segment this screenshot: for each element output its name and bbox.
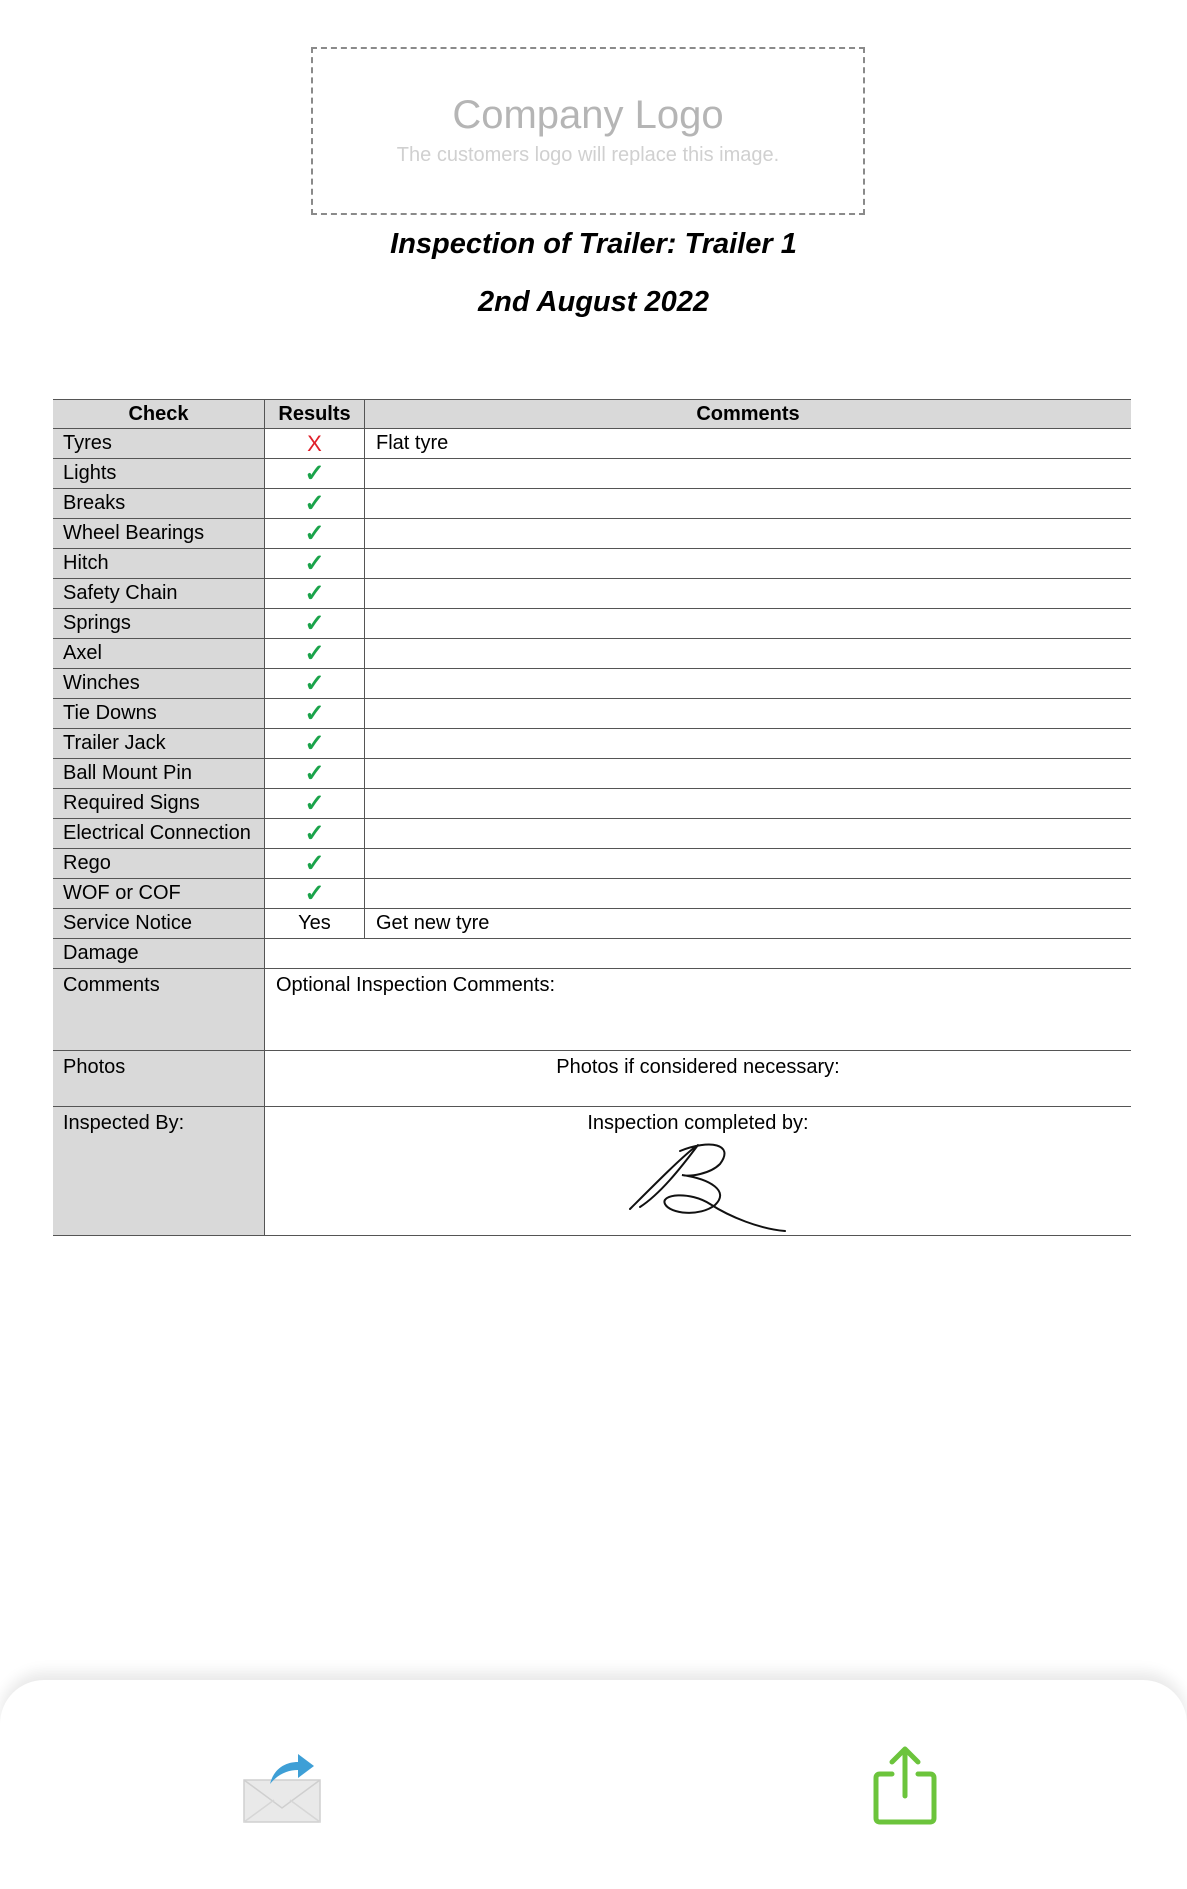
result-mark: Yes bbox=[265, 909, 365, 939]
table-header bbox=[53, 400, 1131, 429]
table-row bbox=[53, 519, 1131, 549]
signature-image bbox=[620, 1139, 790, 1234]
result-mark: ✓ bbox=[265, 819, 365, 849]
header-results: Results bbox=[265, 400, 365, 429]
table-row bbox=[53, 879, 1131, 909]
comment-cell bbox=[365, 789, 1132, 819]
comment-cell: Get new tyre bbox=[365, 909, 1132, 939]
damage-value bbox=[265, 939, 1132, 969]
table-row bbox=[53, 759, 1131, 789]
comment-cell bbox=[365, 549, 1132, 579]
table-row bbox=[53, 609, 1131, 639]
comments-row bbox=[53, 969, 1131, 1051]
table-row bbox=[53, 789, 1131, 819]
comment-cell bbox=[365, 609, 1132, 639]
table-row bbox=[53, 579, 1131, 609]
table-row bbox=[53, 909, 1131, 939]
report-date: 2nd August 2022 bbox=[478, 286, 709, 318]
result-mark: ✓ bbox=[265, 729, 365, 759]
photos-row bbox=[53, 1051, 1131, 1107]
inspected-cell bbox=[265, 1107, 1132, 1236]
comment-cell bbox=[365, 759, 1132, 789]
logo-title: Company Logo bbox=[452, 93, 724, 137]
check-label: Winches bbox=[53, 669, 265, 699]
share-icon[interactable] bbox=[870, 1744, 940, 1826]
check-label: Trailer Jack bbox=[53, 729, 265, 759]
result-mark: X bbox=[265, 429, 365, 459]
result-mark: ✓ bbox=[265, 459, 365, 489]
comment-cell bbox=[365, 639, 1132, 669]
comment-cell bbox=[365, 519, 1132, 549]
check-label: Ball Mount Pin bbox=[53, 759, 265, 789]
damage-row bbox=[53, 939, 1131, 969]
check-label: Hitch bbox=[53, 549, 265, 579]
check-label: Lights bbox=[53, 459, 265, 489]
check-label: Tyres bbox=[53, 429, 265, 459]
comment-cell bbox=[365, 819, 1132, 849]
comment-cell bbox=[365, 699, 1132, 729]
result-mark: ✓ bbox=[265, 759, 365, 789]
bottom-toolbar bbox=[0, 1680, 1187, 1889]
comment-cell bbox=[365, 489, 1132, 519]
inspected-row bbox=[53, 1107, 1131, 1236]
comments-label: Comments bbox=[53, 969, 265, 1051]
comment-cell bbox=[365, 459, 1132, 489]
comment-cell bbox=[365, 669, 1132, 699]
table-row bbox=[53, 699, 1131, 729]
result-mark: ✓ bbox=[265, 879, 365, 909]
check-label: Service Notice bbox=[53, 909, 265, 939]
table-row bbox=[53, 819, 1131, 849]
comment-cell bbox=[365, 849, 1132, 879]
inspection-table bbox=[53, 399, 1131, 1236]
header-check: Check bbox=[53, 400, 265, 429]
photos-label: Photos bbox=[53, 1051, 265, 1107]
result-mark: ✓ bbox=[265, 609, 365, 639]
mail-forward-icon[interactable] bbox=[240, 1750, 324, 1826]
result-mark: ✓ bbox=[265, 669, 365, 699]
report-title: Inspection of Trailer: Trailer 1 bbox=[390, 228, 797, 260]
table-row bbox=[53, 549, 1131, 579]
comment-cell bbox=[365, 579, 1132, 609]
company-logo-placeholder bbox=[311, 47, 865, 215]
photos-value: Photos if considered necessary: bbox=[265, 1051, 1132, 1107]
table-row bbox=[53, 639, 1131, 669]
comment-cell bbox=[365, 879, 1132, 909]
table-row bbox=[53, 849, 1131, 879]
result-mark: ✓ bbox=[265, 519, 365, 549]
check-label: Rego bbox=[53, 849, 265, 879]
check-label: Breaks bbox=[53, 489, 265, 519]
table-row bbox=[53, 729, 1131, 759]
inspected-value: Inspection completed by: bbox=[587, 1112, 809, 1134]
result-mark: ✓ bbox=[265, 639, 365, 669]
check-label: Safety Chain bbox=[53, 579, 265, 609]
check-label: Springs bbox=[53, 609, 265, 639]
result-mark: ✓ bbox=[265, 489, 365, 519]
check-label: Axel bbox=[53, 639, 265, 669]
table-row bbox=[53, 459, 1131, 489]
result-mark: ✓ bbox=[265, 849, 365, 879]
comments-value: Optional Inspection Comments: bbox=[265, 969, 1132, 1051]
damage-label: Damage bbox=[53, 939, 265, 969]
result-mark: ✓ bbox=[265, 699, 365, 729]
check-label: Electrical Connection bbox=[53, 819, 265, 849]
check-label: Tie Downs bbox=[53, 699, 265, 729]
result-mark: ✓ bbox=[265, 579, 365, 609]
comment-cell: Flat tyre bbox=[365, 429, 1132, 459]
result-mark: ✓ bbox=[265, 549, 365, 579]
check-label: Required Signs bbox=[53, 789, 265, 819]
result-mark: ✓ bbox=[265, 789, 365, 819]
check-label: Wheel Bearings bbox=[53, 519, 265, 549]
table-row bbox=[53, 669, 1131, 699]
logo-subtitle: The customers logo will replace this image. bbox=[396, 144, 780, 166]
inspected-label: Inspected By: bbox=[53, 1107, 265, 1236]
comment-cell bbox=[365, 729, 1132, 759]
table-row bbox=[53, 489, 1131, 519]
table-row bbox=[53, 429, 1131, 459]
check-label: WOF or COF bbox=[53, 879, 265, 909]
header-comments: Comments bbox=[365, 400, 1132, 429]
